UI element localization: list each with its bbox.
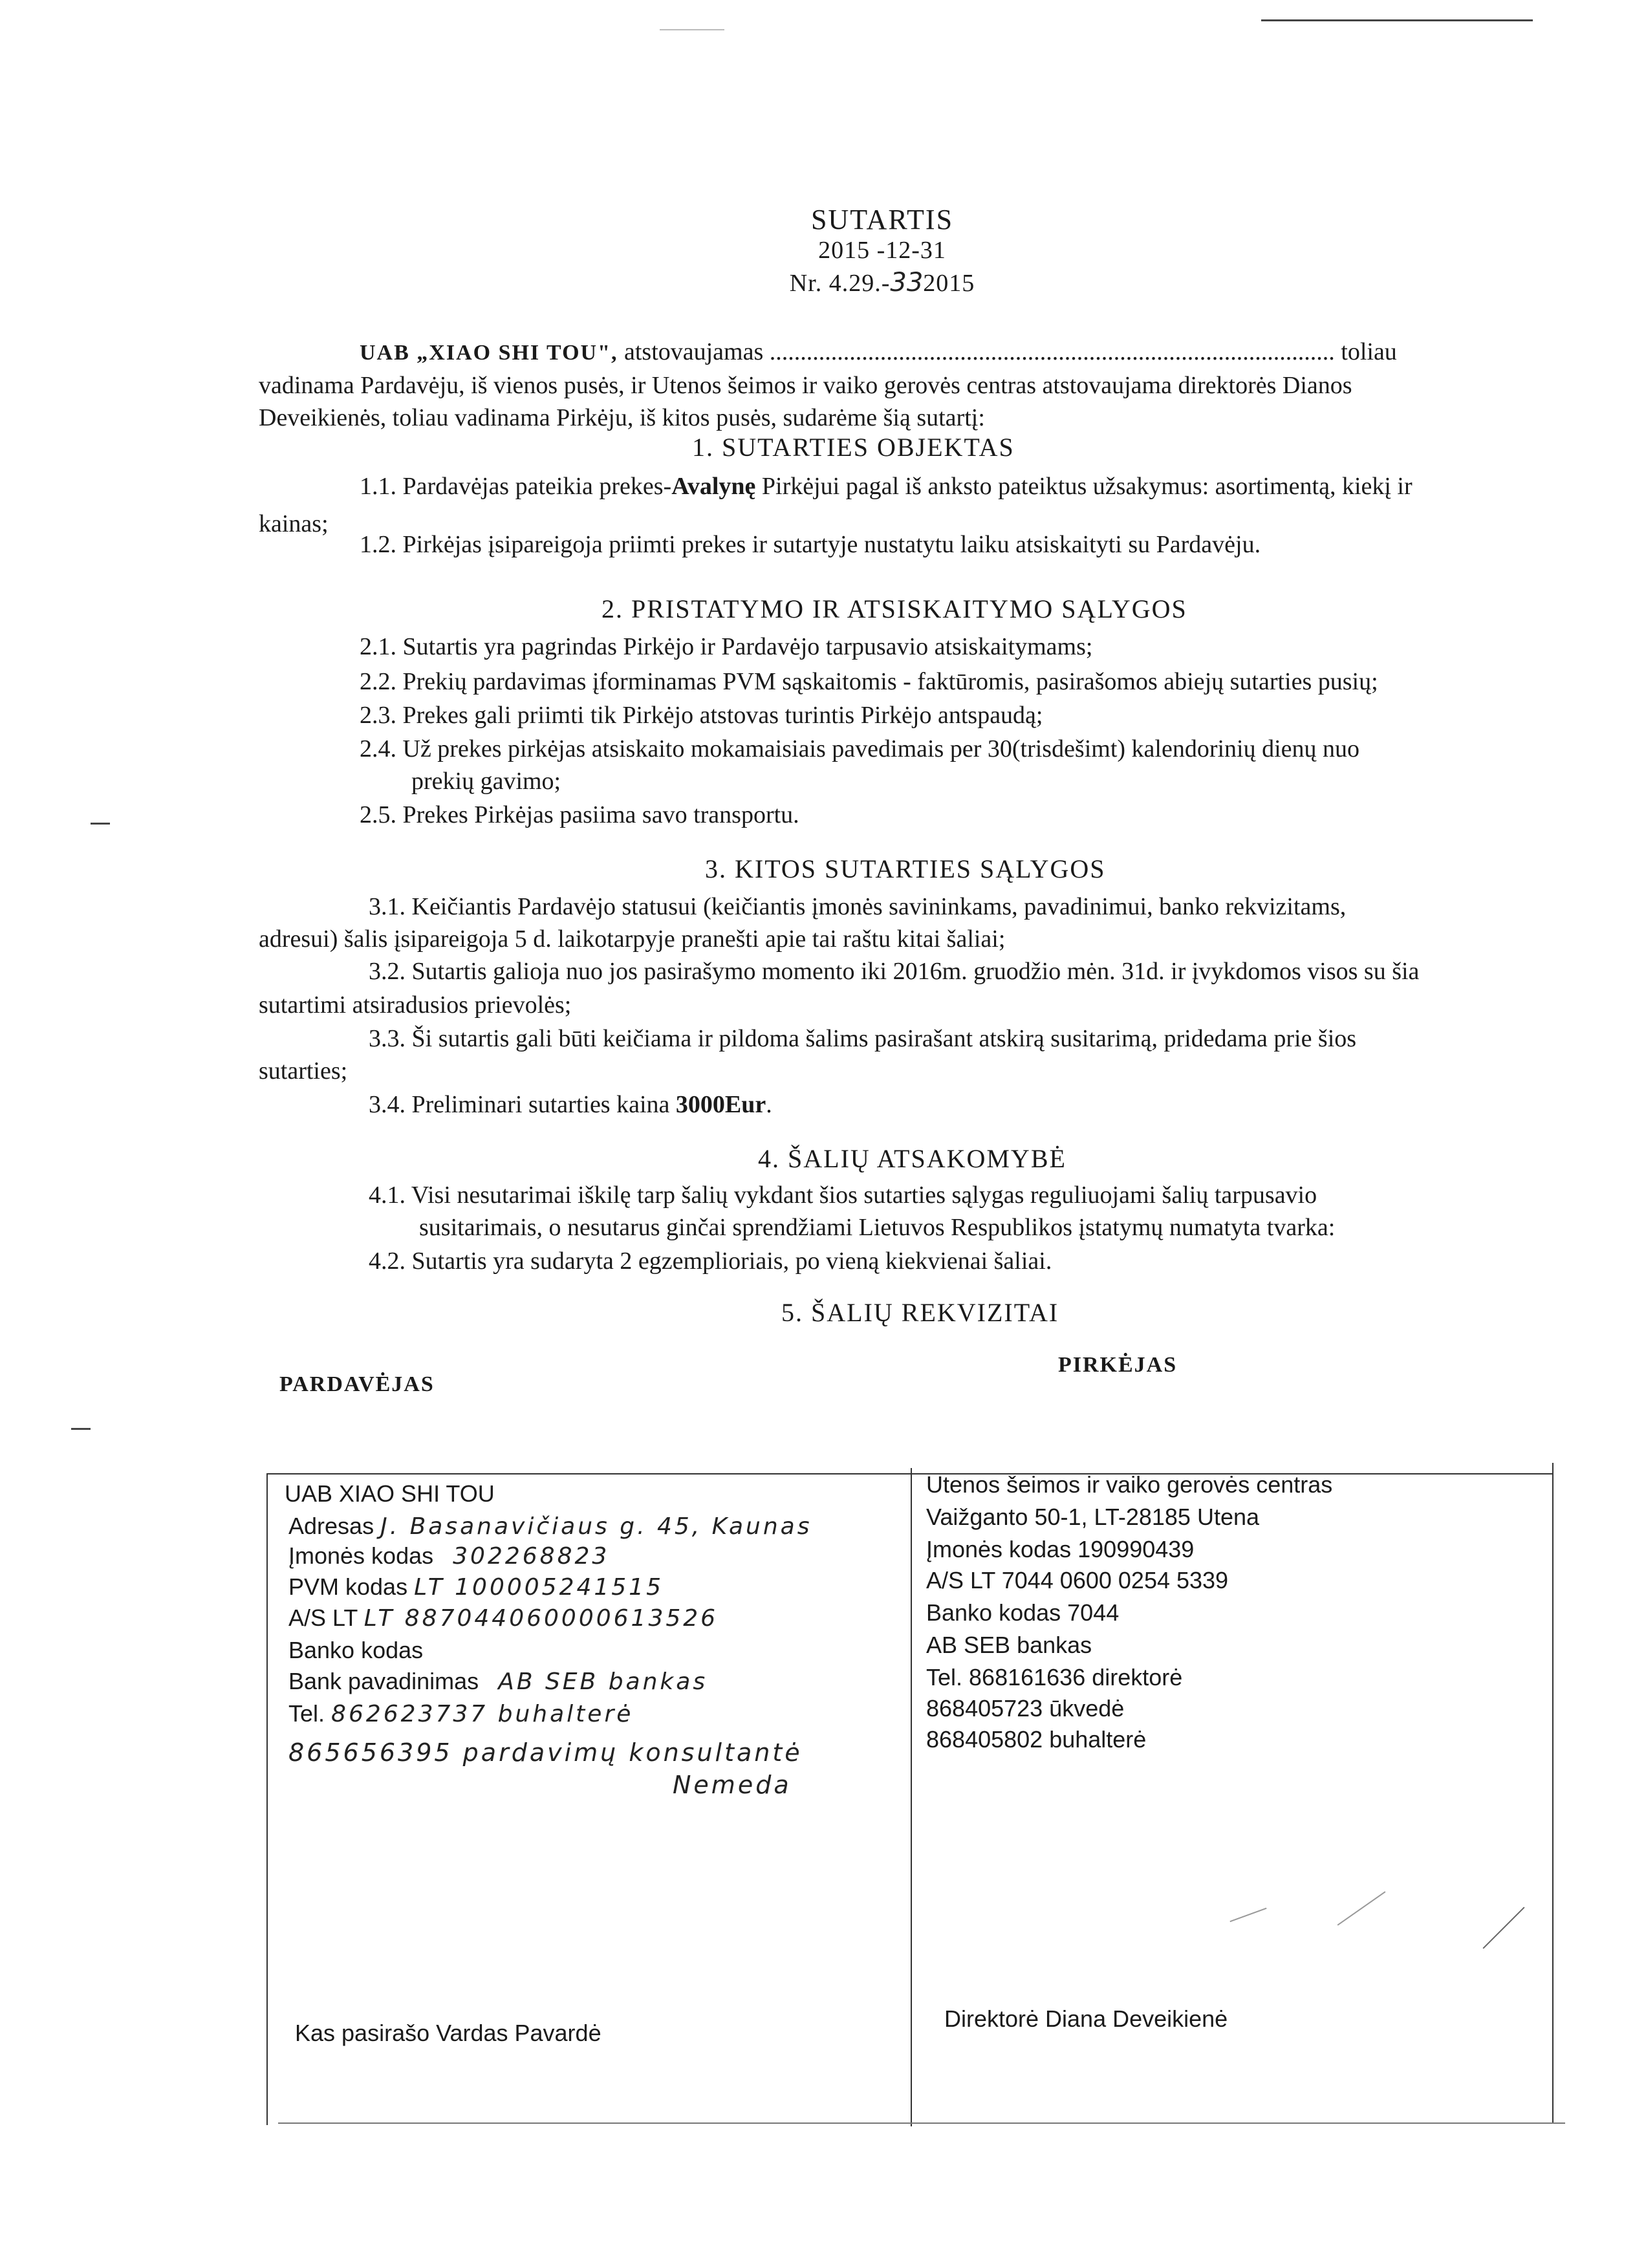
intro-line-1 xyxy=(360,336,1397,369)
buyer-line-1: Utenos šeimos ir vaiko gerovės centras xyxy=(926,1471,1333,1498)
seller-address-row xyxy=(288,1511,812,1542)
table-top-border xyxy=(266,1473,1554,1474)
table-middle-border xyxy=(911,1468,912,2126)
seller-tel2-name-handwritten: Nemeda xyxy=(673,1771,792,1799)
section-1-heading: 1. SUTARTIES OBJEKTAS xyxy=(692,433,1015,462)
section-2-item-5: 2.5. Prekes Pirkėjas pasiima savo transportu. xyxy=(360,801,799,828)
seller-address-label: Adresas xyxy=(288,1513,374,1539)
item-3-4-price: 3000Eur xyxy=(675,1091,766,1118)
section-4-item-1: 4.1. Visi nesutarimai iškilę tarp šalių vykdant šios sutarties sąlygas reguliuojami šalių tarpusavio xyxy=(369,1182,1317,1209)
section-1-item-1-cont: kainas; xyxy=(259,510,329,537)
seller-name-bold: UAB „XIAO SHI TOU", xyxy=(360,341,618,365)
section-2-item-4-cont: prekių gavimo; xyxy=(411,768,561,795)
seller-address-handwritten: J. Basanavičiaus g. 45, Kaunas xyxy=(380,1513,812,1540)
seller-vat-handwritten: LT 100005241515 xyxy=(414,1574,664,1601)
buyer-line-2: Vaižganto 50-1, LT-28185 Utena xyxy=(926,1504,1260,1530)
document-title: SUTARTIS xyxy=(810,204,954,235)
section-2-heading: 2. PRISTATYMO IR ATSISKAITYMO SĄLYGOS xyxy=(601,594,1187,623)
section-1-item-2: 1.2. Pirkėjas įsipareigoja priimti prekes ir sutartyje nustatytu laiku atsiskaityti su Pardavėju. xyxy=(360,531,1261,558)
seller-bank-name-handwritten: AB SEB bankas xyxy=(498,1669,708,1695)
seller-account-handwritten: LT 887044060000613526 xyxy=(363,1605,719,1632)
seller-signature-label: Kas pasirašo Vardas Pavardė xyxy=(295,2020,601,2046)
seller-tel-row xyxy=(288,1698,633,1730)
buyer-signature-stroke-1 xyxy=(1229,1908,1266,1922)
buyer-line-5: Banko kodas 7044 xyxy=(926,1599,1120,1626)
section-3-item-2: 3.2. Sutartis galioja nuo jos pasirašymo momento iki 2016m. gruodžio mėn. 31d. ir įvykdomos visos su šia xyxy=(369,958,1420,985)
seller-account-label: A/S LT xyxy=(288,1604,358,1631)
item-1-1-a: 1.1. Pardavėjas pateikia prekes- xyxy=(360,473,672,500)
seller-bank-name-row xyxy=(288,1666,708,1698)
intro-line-2: vadinama Pardavėju, iš vienos pusės, ir Utenos šeimos ir vaiko gerovės centras atstovaujama direktorės Dianos xyxy=(259,372,1352,399)
seller-code-row xyxy=(288,1540,609,1572)
intro-line-3: Deveikienės, toliau vadinama Pirkėju, iš kitos pusės, sudarėme šią sutartį: xyxy=(259,404,985,431)
buyer-line-7: Tel. 868161636 direktorė xyxy=(926,1664,1183,1690)
section-5-heading: 5. ŠALIŲ REKVIZITAI xyxy=(781,1298,1059,1327)
section-2-item-2: 2.2. Prekių pardavimas įforminamas PVM sąskaitomis - faktūromis, pasirašomos abiejų sutarties pusių; xyxy=(360,668,1378,695)
table-left-border xyxy=(266,1473,268,2125)
section-3-item-3: 3.3. Ši sutartis gali būti keičiama ir pildoma šalims pasirašant atskirą susitarimą, pridedama prie šios xyxy=(369,1025,1357,1052)
section-4-item-2: 4.2. Sutartis yra sudaryta 2 egzemplioriais, po vieną kiekvienai šaliai. xyxy=(369,1247,1052,1275)
seller-tel-label: Tel. xyxy=(288,1700,325,1727)
buyer-signature-stroke-3 xyxy=(1482,1906,1524,1949)
section-3-heading: 3. KITOS SUTARTIES SĄLYGOS xyxy=(705,854,1106,883)
intro-hereinafter: toliau xyxy=(1341,338,1397,365)
intro-represented: atstovaujamas xyxy=(623,338,764,365)
seller-company-name: UAB XIAO SHI TOU xyxy=(285,1480,495,1507)
intro-dots: ............................................................................................ xyxy=(769,338,1335,365)
section-3-item-2-cont: sutartimi atsiradusios prievolės; xyxy=(259,991,572,1019)
scan-mark-left-1 xyxy=(91,823,110,825)
scan-mark-left-2 xyxy=(71,1428,91,1430)
buyer-line-3: Įmonės kodas 190990439 xyxy=(926,1536,1195,1562)
section-1-item-1 xyxy=(360,471,1413,502)
seller-account-row xyxy=(288,1603,718,1634)
section-3-item-3-cont: sutarties; xyxy=(259,1057,348,1085)
buyer-label: PIRKĖJAS xyxy=(1058,1353,1178,1377)
seller-code-handwritten: 302268823 xyxy=(453,1543,610,1570)
seller-code-label: Įmonės kodas xyxy=(288,1542,434,1569)
item-1-1-b: Pirkėjui pagal iš anksto pateiktus užsakymus: asortimentą, kiekį ir xyxy=(755,473,1413,500)
buyer-signature-stroke-2 xyxy=(1337,1891,1386,1925)
buyer-line-9: 868405802 buhalterė xyxy=(926,1726,1147,1753)
number-handwritten: 33 xyxy=(890,268,924,297)
number-year: 2015 xyxy=(923,270,975,297)
section-4-item-1-cont: susitarimais, o nesutarus ginčai sprendžiami Lietuvos Respublikos įstatymų numatyta tvarka: xyxy=(419,1214,1336,1241)
item-3-4-end: . xyxy=(766,1091,772,1118)
seller-vat-label: PVM kodas xyxy=(288,1573,408,1600)
scan-line-top-right xyxy=(1261,19,1533,21)
buyer-line-6: AB SEB bankas xyxy=(926,1632,1092,1658)
seller-label: PARDAVĖJAS xyxy=(279,1372,435,1396)
seller-tel2-handwritten: 865656395 pardavimų konsultantė xyxy=(288,1738,803,1767)
section-2-item-1: 2.1. Sutartis yra pagrindas Pirkėjo ir Pardavėjo tarpusavio atsiskaitymams; xyxy=(360,633,1093,660)
seller-bank-code-row: Banko kodas xyxy=(288,1637,424,1663)
seller-vat-row xyxy=(288,1571,664,1603)
seller-tel-handwritten: 862623737 buhalterė xyxy=(331,1701,634,1727)
section-2-item-4: 2.4. Už prekes pirkėjas atsiskaito mokamaisiais pavedimais per 30(trisdešimt) kalendorinių dienų nuo xyxy=(360,735,1360,762)
table-bottom-border xyxy=(278,2122,1565,2124)
section-2-item-3: 2.3. Prekes gali priimti tik Pirkėjo atstovas turintis Pirkėjo antspaudą; xyxy=(360,702,1043,729)
buyer-line-8: 868405723 ūkvedė xyxy=(926,1695,1125,1722)
seller-bank-name-label: Bank pavadinimas xyxy=(288,1668,479,1694)
buyer-signature-label: Direktorė Diana Deveikienė xyxy=(944,2005,1228,2032)
section-3-item-1: 3.1. Keičiantis Pardavėjo statusui (keičiantis įmonės savininkams, pavadinimui, banko rekvizitams, xyxy=(369,893,1347,920)
item-1-1-bold: Avalynę xyxy=(671,473,756,500)
section-4-heading: 4. ŠALIŲ ATSAKOMYBĖ xyxy=(758,1144,1067,1173)
section-3-item-4 xyxy=(369,1089,772,1120)
scan-mark-top xyxy=(660,29,724,30)
table-right-border xyxy=(1552,1463,1554,2122)
number-prefix: Nr. 4.29.- xyxy=(789,270,891,297)
section-3-item-1-cont: adresui) šalis įsipareigoja 5 d. laikotarpyje pranešti apie tai raštu kitai šaliai; xyxy=(259,925,1006,953)
document-number xyxy=(753,266,1012,299)
item-3-4-text: 3.4. Preliminari sutarties kaina xyxy=(369,1091,676,1118)
document-date: 2015 -12-31 xyxy=(818,237,946,264)
buyer-line-4: A/S LT 7044 0600 0254 5339 xyxy=(926,1567,1229,1593)
